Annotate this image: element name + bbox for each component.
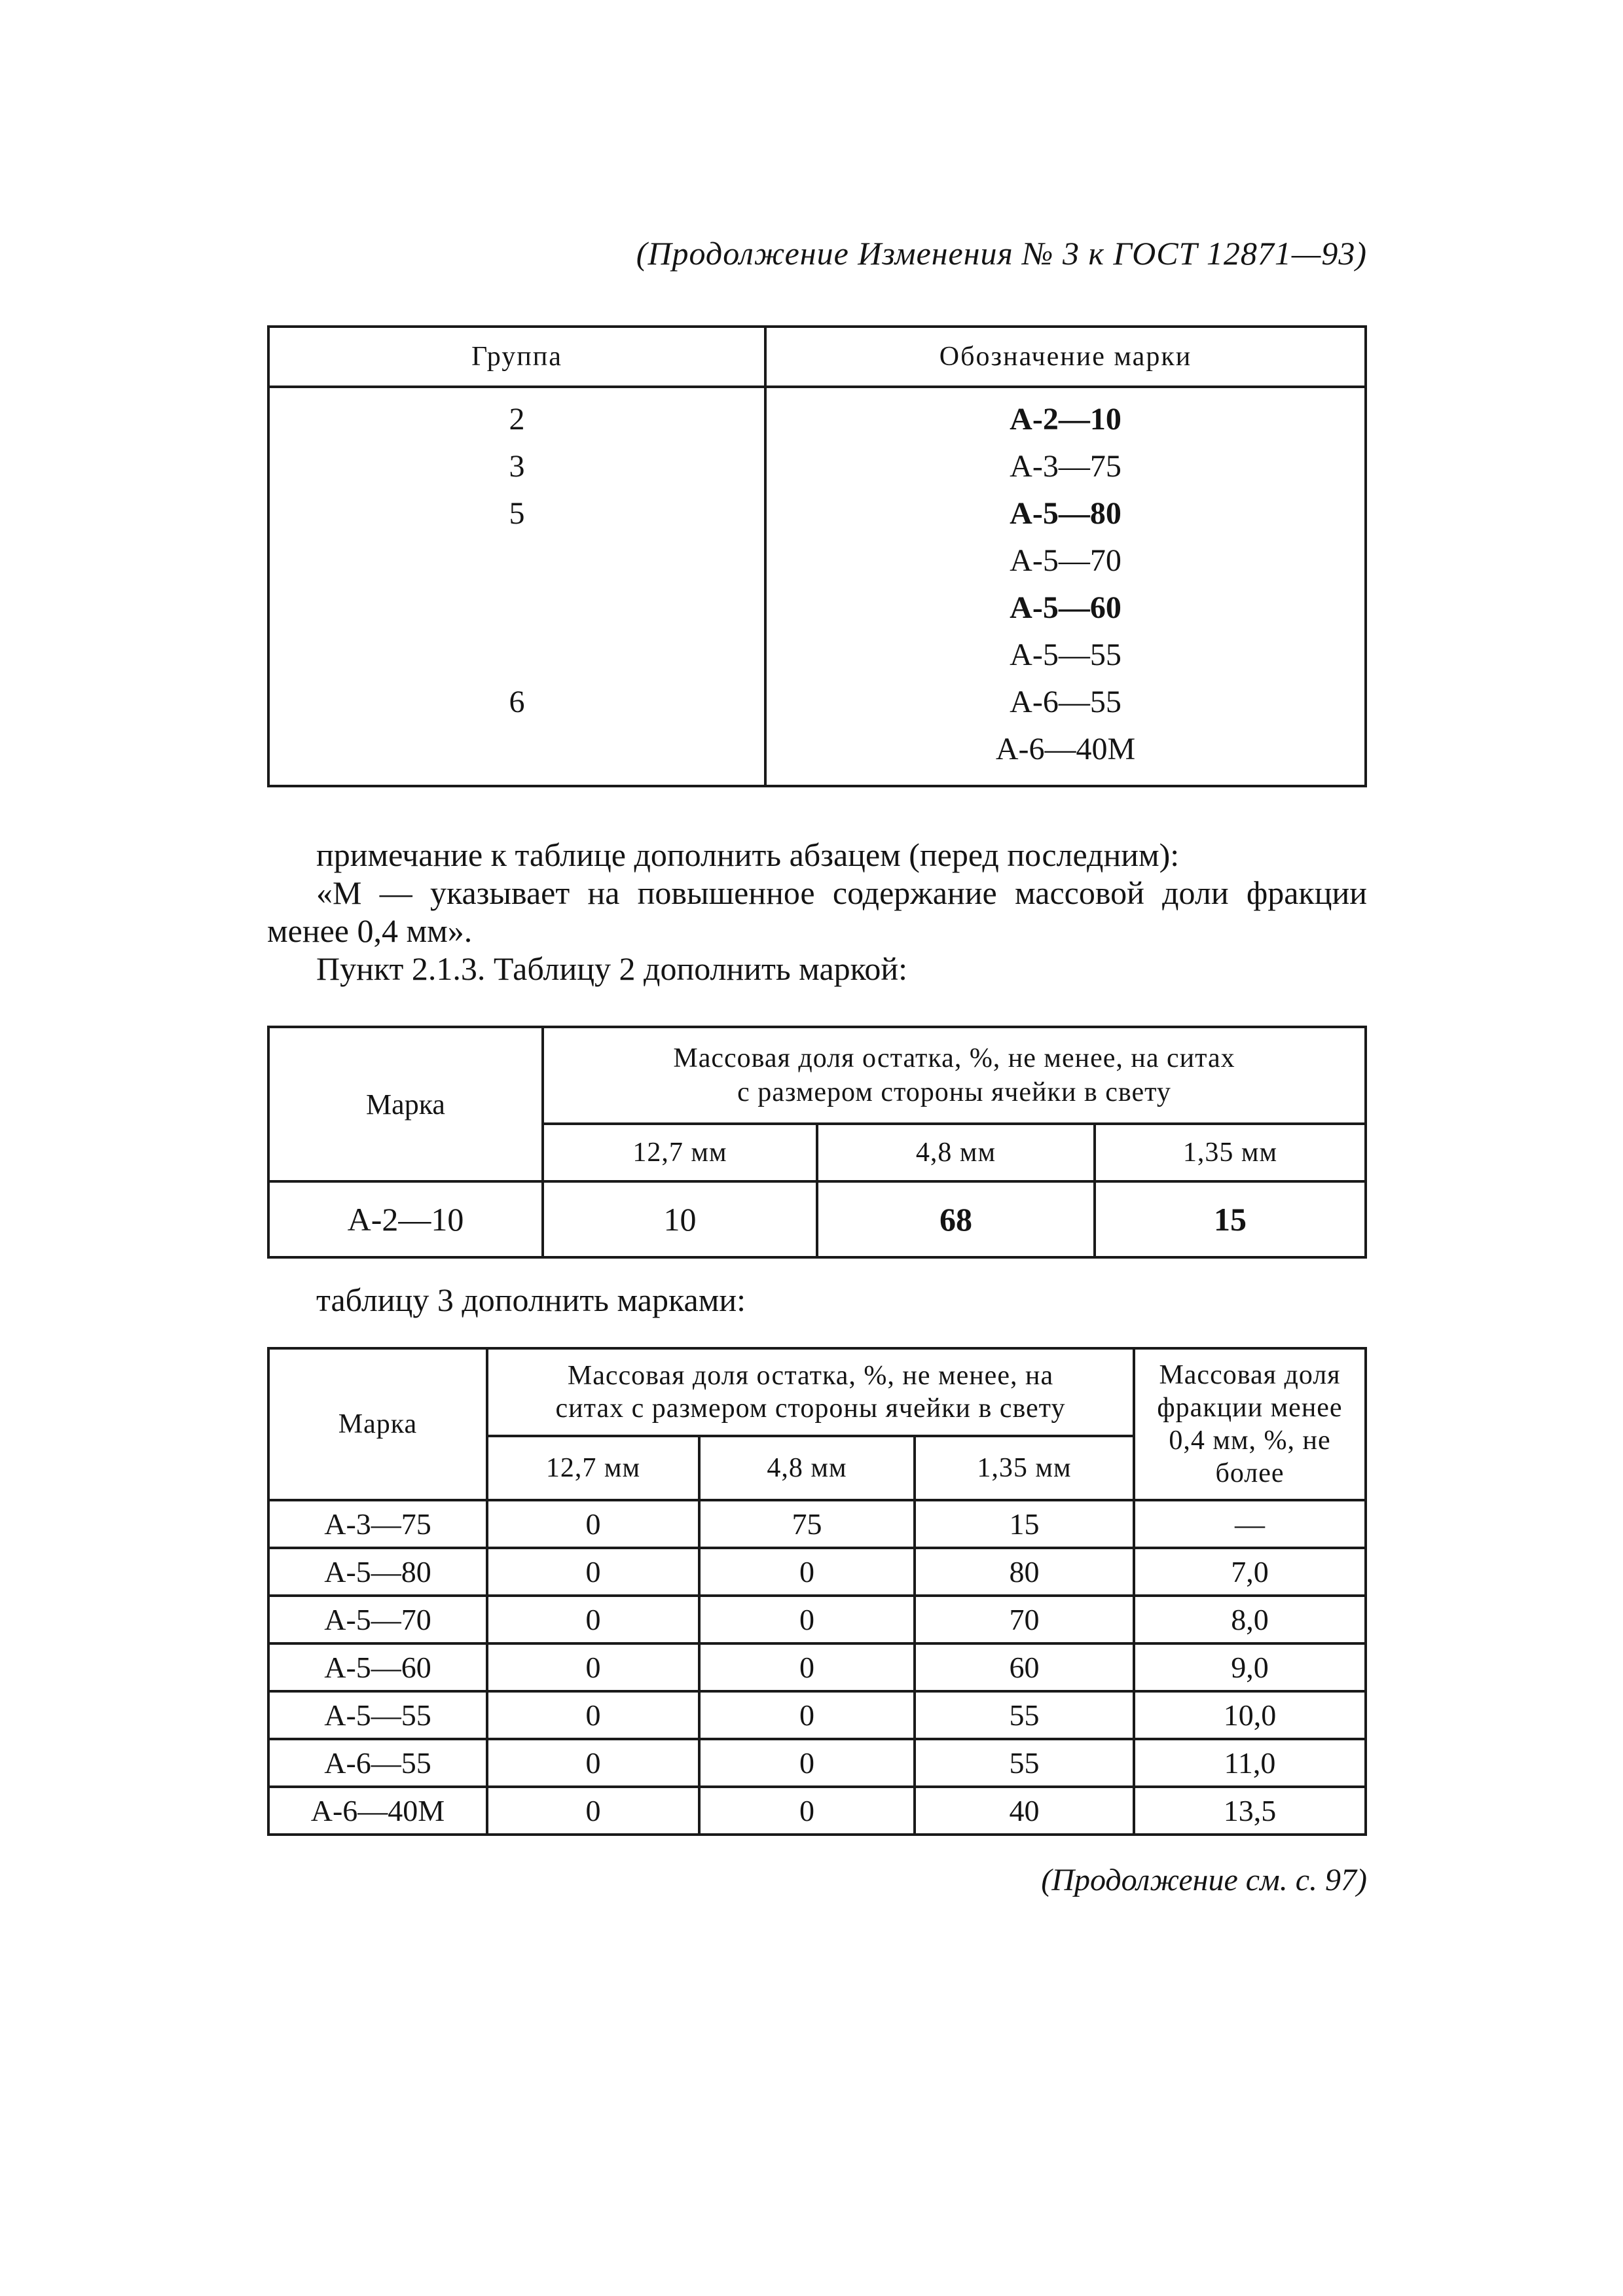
group-cell: 3 [509, 449, 525, 484]
column-header-fraction [1134, 1348, 1366, 1500]
mark-cell: А-5—60 [1010, 590, 1122, 625]
group-header-line: Массовая доля остатка, %, не менее, на ситах [673, 1043, 1235, 1073]
value-cell: 0 [699, 1691, 915, 1739]
value-cell: 0 [699, 1548, 915, 1596]
fraction-header-line: Массовая доля [1159, 1360, 1341, 1390]
table-row [268, 1500, 1366, 1548]
mark-cell: А-5—55 [268, 1691, 487, 1739]
table-3-addition [267, 1347, 1367, 1836]
clause-paragraph: таблицу 3 дополнить марками: [316, 1282, 746, 1318]
value-cell: 0 [699, 1739, 915, 1787]
page-footer: (Продолжение см. с. 97) [1041, 1863, 1367, 1897]
column-header-mark: Марка [268, 1027, 543, 1181]
mark-cell: А-6—55 [1010, 685, 1122, 719]
group-cell [270, 584, 764, 632]
mark-cell: А-3—75 [268, 1500, 487, 1548]
mark-cell: А-5—70 [1010, 543, 1122, 578]
value-cell: 0 [487, 1643, 699, 1691]
column-header-mark: Обозначение марки [765, 327, 1366, 387]
column-group-header [487, 1348, 1134, 1436]
table-row [268, 1596, 1366, 1643]
group-cell [270, 726, 764, 773]
value-cell: 13,5 [1134, 1787, 1366, 1835]
table-body-row [268, 387, 1366, 786]
value-cell: 40 [915, 1787, 1134, 1835]
mark-cell: А-6—40М [268, 1787, 487, 1835]
fraction-header-line: 0,4 мм, %, не [1169, 1426, 1331, 1456]
page-header: (Продолжение Изменения № 3 к ГОСТ 12871—93) [636, 235, 1367, 272]
value-cell: 10,0 [1134, 1691, 1366, 1739]
value-cell: 0 [487, 1548, 699, 1596]
column-header-size: 4,8 мм [817, 1124, 1095, 1181]
value-cell: 0 [487, 1500, 699, 1548]
fraction-header-line: фракции менее [1157, 1393, 1343, 1423]
mark-cell: А-2—10 [268, 1181, 543, 1257]
value-cell: 10 [543, 1181, 817, 1257]
mark-column [765, 387, 1366, 786]
value-cell: 0 [487, 1596, 699, 1643]
group-cell: 2 [509, 402, 525, 437]
table-row [268, 1691, 1366, 1739]
note-text-paragraph: «М — указывает на повышенное содержание массовой доли фракции менее 0,4 мм». [267, 874, 1367, 949]
value-cell: 0 [487, 1691, 699, 1739]
value-cell: 55 [915, 1691, 1134, 1739]
table-2-addition [267, 1026, 1367, 1259]
mark-cell: А-3—75 [1010, 449, 1122, 484]
group-header-line: с размером стороны ячейки в свету [737, 1077, 1171, 1107]
table-header-row [268, 327, 1366, 387]
column-header-size: 1,35 мм [915, 1436, 1134, 1500]
column-header-size: 12,7 мм [543, 1124, 817, 1181]
group-header-line: Массовая доля остатка, %, не менее, на [567, 1361, 1054, 1391]
mark-cell: А-5—55 [1010, 637, 1122, 672]
table-header-row [268, 1027, 1366, 1124]
group-cell [270, 632, 764, 679]
mark-cell: А-5—70 [268, 1596, 487, 1643]
value-cell: 9,0 [1134, 1643, 1366, 1691]
group-header-line: ситах с размером стороны ячейки в свету [555, 1393, 1066, 1424]
group-cell [270, 537, 764, 584]
value-cell: 15 [915, 1500, 1134, 1548]
mark-cell: А-6—55 [268, 1739, 487, 1787]
value-cell: 55 [915, 1739, 1134, 1787]
column-header-size: 12,7 мм [487, 1436, 699, 1500]
note-paragraph: примечание к таблице дополнить абзацем (перед последним): [316, 836, 1180, 873]
clause-paragraph: Пункт 2.1.3. Таблицу 2 дополнить маркой: [316, 950, 908, 987]
value-cell: 0 [487, 1787, 699, 1835]
fraction-header-line: более [1215, 1458, 1285, 1488]
value-cell: 7,0 [1134, 1548, 1366, 1596]
mark-cell: А-5—60 [268, 1643, 487, 1691]
table-row [268, 1643, 1366, 1691]
value-cell: — [1134, 1500, 1366, 1548]
value-cell: 0 [487, 1739, 699, 1787]
value-cell: 80 [915, 1548, 1134, 1596]
group-column [268, 387, 765, 786]
mark-cell: А-5—80 [268, 1548, 487, 1596]
table-row [268, 1181, 1366, 1257]
group-cell: 5 [509, 496, 525, 531]
value-cell: 0 [699, 1596, 915, 1643]
mark-cell: А-5—80 [1010, 496, 1122, 531]
value-cell: 11,0 [1134, 1739, 1366, 1787]
mark-cell: А-2—10 [1010, 402, 1122, 437]
column-header-group: Группа [268, 327, 765, 387]
table-row [268, 1739, 1366, 1787]
table-body [268, 1500, 1366, 1835]
table-row [268, 1787, 1366, 1835]
value-cell: 8,0 [1134, 1596, 1366, 1643]
table-row [268, 1548, 1366, 1596]
value-cell: 15 [1095, 1181, 1366, 1257]
value-cell: 0 [699, 1787, 915, 1835]
column-header-mark: Марка [268, 1348, 487, 1500]
value-cell: 60 [915, 1643, 1134, 1691]
column-group-header [543, 1027, 1366, 1124]
mark-cell: А-6—40М [995, 732, 1136, 766]
value-cell: 70 [915, 1596, 1134, 1643]
table-header-row [268, 1348, 1366, 1436]
column-header-size: 1,35 мм [1095, 1124, 1366, 1181]
group-cell: 6 [509, 685, 525, 719]
column-header-size: 4,8 мм [699, 1436, 915, 1500]
value-cell: 75 [699, 1500, 915, 1548]
groups-marks-table [267, 325, 1367, 787]
value-cell: 0 [699, 1643, 915, 1691]
value-cell: 68 [817, 1181, 1095, 1257]
